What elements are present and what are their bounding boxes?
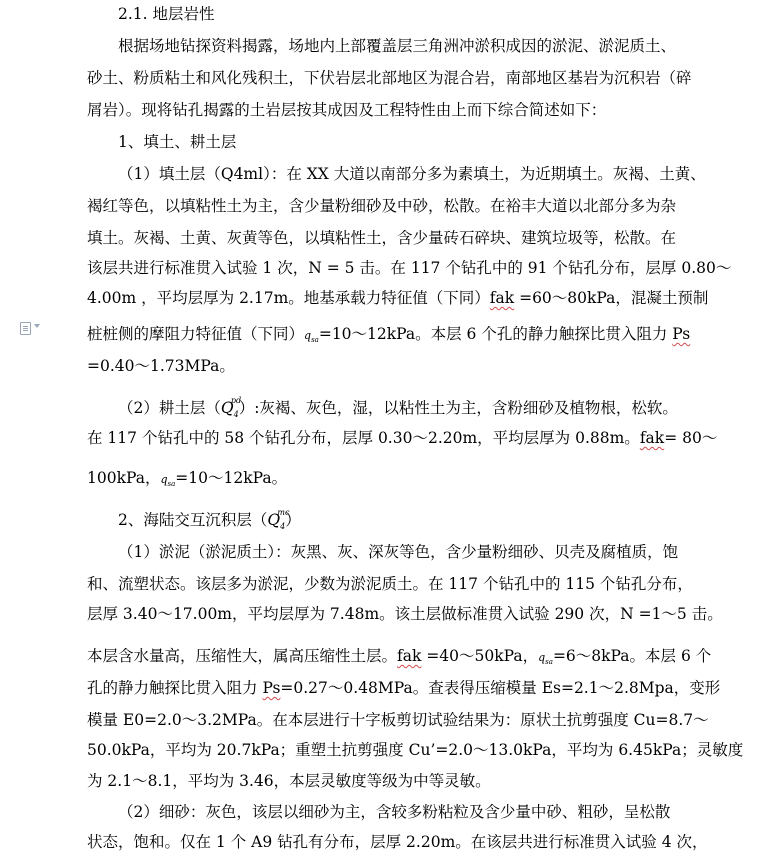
q4-mc-symbol: $Q_4$ mc [267,508,290,531]
para2-line-3: 100kPa，$q_{sa}=10\sim 12kPa$。 [87,469,288,489]
para4-line-2: 状态，饱和。仅在 1 个 A9 钻孔有分布，层厚 2.20m。在该层共进行标准贯入试验 4 次， [87,833,708,851]
document-menu-icon[interactable] [20,322,42,334]
heading-marine-layer: 2、海陆交互沉积层（$Q_4$ mc ） [118,508,301,531]
ps-term: Ps [262,679,281,697]
para1-line-5: 4.00m ，平均层厚为 2.17m。地基承载力特征值（下同）fak =60～80kPa，混凝土预制 [87,289,709,307]
intro-line-1: 根据场地钻探资料揭露，场地内上部覆盖层三角洲冲淤积成因的淤泥、淤泥质土、 [118,37,677,55]
para1-line-6: 桩桩侧的摩阻力特征值（下同）$q_{sa}=10\sim 12kPa$。本层 6 个孔的静力触探比贯入阻力 Ps [87,325,691,345]
fak-term: fak [639,429,665,447]
para1-line-1: （1）填土层（Q4ml）：在 XX 大道以南部分多为素填土，为近期填土。灰褐、土黄、 [118,165,706,183]
para2-line-1: （2）耕土层（$Q_4$ pd ）:灰褐、灰色，湿，以粘性土为主，含粉细砂及植物根，松软。 [118,396,678,419]
para3-line-6: 模量 E0=2.0～3.2MPa。在本层进行十字板剪切试验结果为：原状土抗剪强度 Cu=8.7～ [87,711,709,729]
qsa-symbol: $q_{sa}$ [160,473,176,489]
q4-pd-symbol: $Q_4$ pd [220,396,242,419]
para3-line-3: 层厚 3.40～17.00m，平均层厚为 7.48m。该土层做标准贯入试验 290 次，N =1～5 击。 [87,605,723,623]
fak-term: fak [489,289,515,307]
fak-term: fak [397,647,422,665]
para3-line-1: （1）淤泥（淤泥质土）：灰黑、灰、深灰等色，含少量粉细砂、贝壳及腐植质，饱 [118,543,679,561]
para3-line-8: 为 2.1～8.1，平均为 3.46，本层灵敏度等级为中等灵敏。 [87,772,491,790]
section-title: 2.1. 地层岩性 [118,5,215,23]
para3-line-2: 和、流塑状态。该层多为淤泥，少数为淤泥质土。在 117 个钻孔中的 115 个钻孔分布， [87,575,693,593]
heading-fill-layer: 1、填土、耕土层 [118,133,237,151]
intro-line-2: 砂土、粉质粘土和风化残积土，下伏岩层北部地区为混合岩，南部地区基岩为沉积岩（碎 [87,69,692,87]
para2-line-2: 在 117 个钻孔中的 58 个钻孔分布，层厚 0.30～2.20m，平均层厚为 0.88m。fak= 80～ [87,429,718,447]
para3-line-7: 50.0kPa，平均为 20.7kPa；重塑土抗剪强度 Cu’=2.0～13.0kPa，平均为 6.45kPa；灵敏度 [87,741,744,759]
para1-line-2: 褐红等色，以填粘性土为主，含少量粉细砂及中砂，松散。在裕丰大道以北部分多为杂 [87,197,677,215]
para3-line-5: 孔的静力触探比贯入阻力 Ps=0.27～0.48MPa。查表得压缩模量 Es=2.1～2.8Mpa，变形 [87,679,721,697]
para1-line-7: =0.40～1.73MPa。 [87,357,235,375]
para1-line-4: 该层共进行标准贯入试验 1 次，N = 5 击。在 117 个钻孔中的 91 个钻孔分布，层厚 0.80～ [87,259,732,277]
qsa-symbol: $q_{sa}$ [304,329,319,345]
para1-line-3: 填土。灰褐、土黄、灰黄等色，以填粘性土，含少量砖石碎块、建筑垃圾等，松散。在 [87,229,677,247]
ps-term: Ps [672,325,691,343]
para4-line-1: （2）细砂：灰色，该层以细砂为主，含较多粉粘粒及含少量中砂、粗砂，呈松散 [118,803,671,821]
intro-line-3: 屑岩）。现将钻孔揭露的土岩层按其成因及工程特性由上而下综合简述如下： [87,101,607,119]
para3-line-4: 本层含水量高，压缩性大，属高压缩性土层。fak =40～50kPa，$q_{sa}=6\sim 8kPa$。本层 6 个 [87,647,712,667]
qsa-symbol: $q_{sa}$ [538,651,553,667]
